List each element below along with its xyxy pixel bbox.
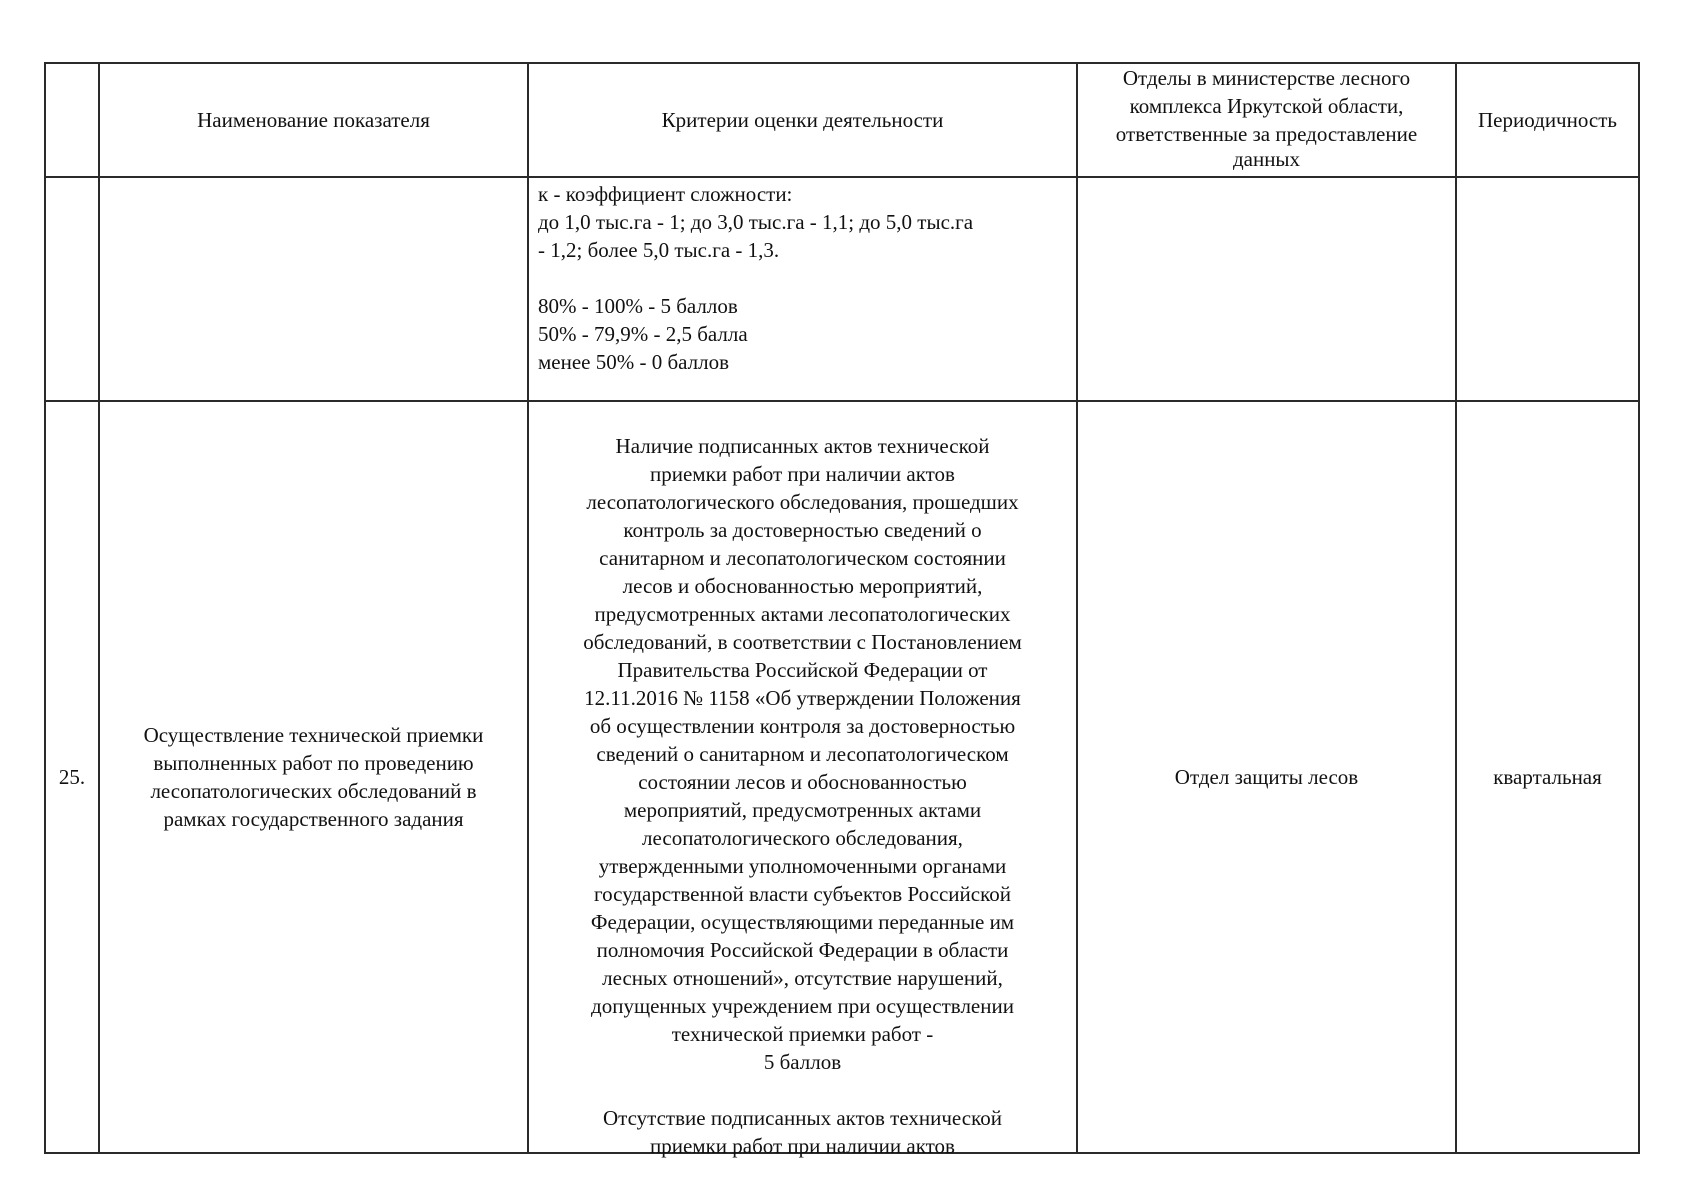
header-periodicity	[1457, 64, 1638, 176]
header-criteria	[529, 64, 1076, 176]
header-name-text: Наименование показателя	[197, 108, 430, 132]
periodicity-text: квартальная	[1493, 765, 1602, 789]
name-line: рамках государственного задания	[163, 807, 464, 831]
table-right-border	[1638, 62, 1640, 1154]
criteria-line: полномочия Российской Федерации в области	[596, 938, 1009, 962]
criteria-line: утвержденными уполномоченными органами	[598, 854, 1007, 878]
row-continuation-criteria	[538, 180, 1068, 398]
criteria-line: приемки работ при наличии актов	[650, 1134, 955, 1158]
criteria-line: - 1,2; более 5,0 тыс.га - 1,3.	[538, 238, 780, 262]
criteria-line: допущенных учреждением при осуществлении	[591, 994, 1014, 1018]
criteria-blank-line	[529, 1076, 1076, 1104]
name-line: Осуществление технической приемки	[143, 723, 484, 747]
header-departments	[1078, 64, 1455, 176]
criteria-line: 80% - 100% - 5 баллов	[538, 294, 738, 318]
header-name	[100, 64, 527, 176]
row-25-name	[100, 402, 527, 1152]
criteria-line: контроль за достоверностью сведений о	[623, 518, 982, 542]
criteria-line: 50% - 79,9% - 2,5 балла	[538, 322, 748, 346]
criteria-line: до 1,0 тыс.га - 1; до 3,0 тыс.га - 1,1; до 5,0 тыс.га	[538, 210, 974, 234]
header-departments-line: комплекса Иркутской области,	[1129, 94, 1404, 118]
criteria-line: приемки работ при наличии актов	[650, 462, 955, 486]
row-25-department	[1078, 402, 1455, 1152]
header-periodicity-text: Периодичность	[1478, 108, 1617, 132]
name-line: лесопатологических обследований в	[150, 779, 477, 803]
criteria-line: лесных отношений», отсутствие нарушений,	[602, 966, 1003, 990]
criteria-line: к - коэффициент сложности:	[538, 182, 793, 206]
criteria-line: 5 баллов	[763, 1050, 842, 1074]
criteria-line: государственной власти субъектов Российской	[594, 882, 1011, 906]
criteria-line: менее 50% - 0 баллов	[538, 350, 730, 374]
criteria-line: сведений о санитарном и лесопатологическом	[596, 742, 1009, 766]
criteria-line: технической приемки работ -	[671, 1022, 934, 1046]
criteria-line: мероприятий, предусмотренных актами	[623, 798, 982, 822]
criteria-blank-line	[538, 264, 1068, 292]
header-bottom-border	[44, 176, 1638, 178]
header-departments-line: ответственные за предоставление	[1115, 122, 1418, 146]
criteria-line: санитарном и лесопатологическом состоянии	[599, 546, 1006, 570]
criteria-line: Федерации, осуществляющими переданные им	[590, 910, 1015, 934]
criteria-line: обследований, в соответствии с Постановлением	[583, 630, 1022, 654]
row-25-periodicity	[1457, 402, 1638, 1152]
criteria-line: об осуществлении контроля за достоверностью	[589, 714, 1016, 738]
row-25-criteria	[529, 432, 1076, 1158]
criteria-line: предусмотренных актами лесопатологических	[594, 602, 1011, 626]
criteria-line: Отсутствие подписанных актов технической	[603, 1106, 1002, 1130]
name-line: выполненных работ по проведению	[153, 751, 474, 775]
criteria-line: 12.11.2016 № 1158 «Об утверждении Положения	[584, 686, 1021, 710]
criteria-line: лесопатологического обследования, прошедших	[586, 490, 1019, 514]
header-departments-line: данных	[1232, 147, 1301, 171]
criteria-line: Правительства Российской Федерации от	[617, 658, 988, 682]
criteria-line: состоянии лесов и обоснованностью	[638, 770, 967, 794]
row-number: 25.	[58, 765, 86, 789]
department-text: Отдел защиты лесов	[1174, 765, 1359, 789]
header-departments-line: Отделы в министерстве лесного	[1122, 66, 1411, 90]
row-25-number	[46, 402, 98, 1152]
criteria-line: Наличие подписанных актов технической	[615, 434, 990, 458]
criteria-line: лесов и обоснованностью мероприятий,	[622, 574, 983, 598]
criteria-line: лесопатологического обследования,	[642, 826, 963, 850]
header-criteria-text: Критерии оценки деятельности	[661, 108, 944, 132]
